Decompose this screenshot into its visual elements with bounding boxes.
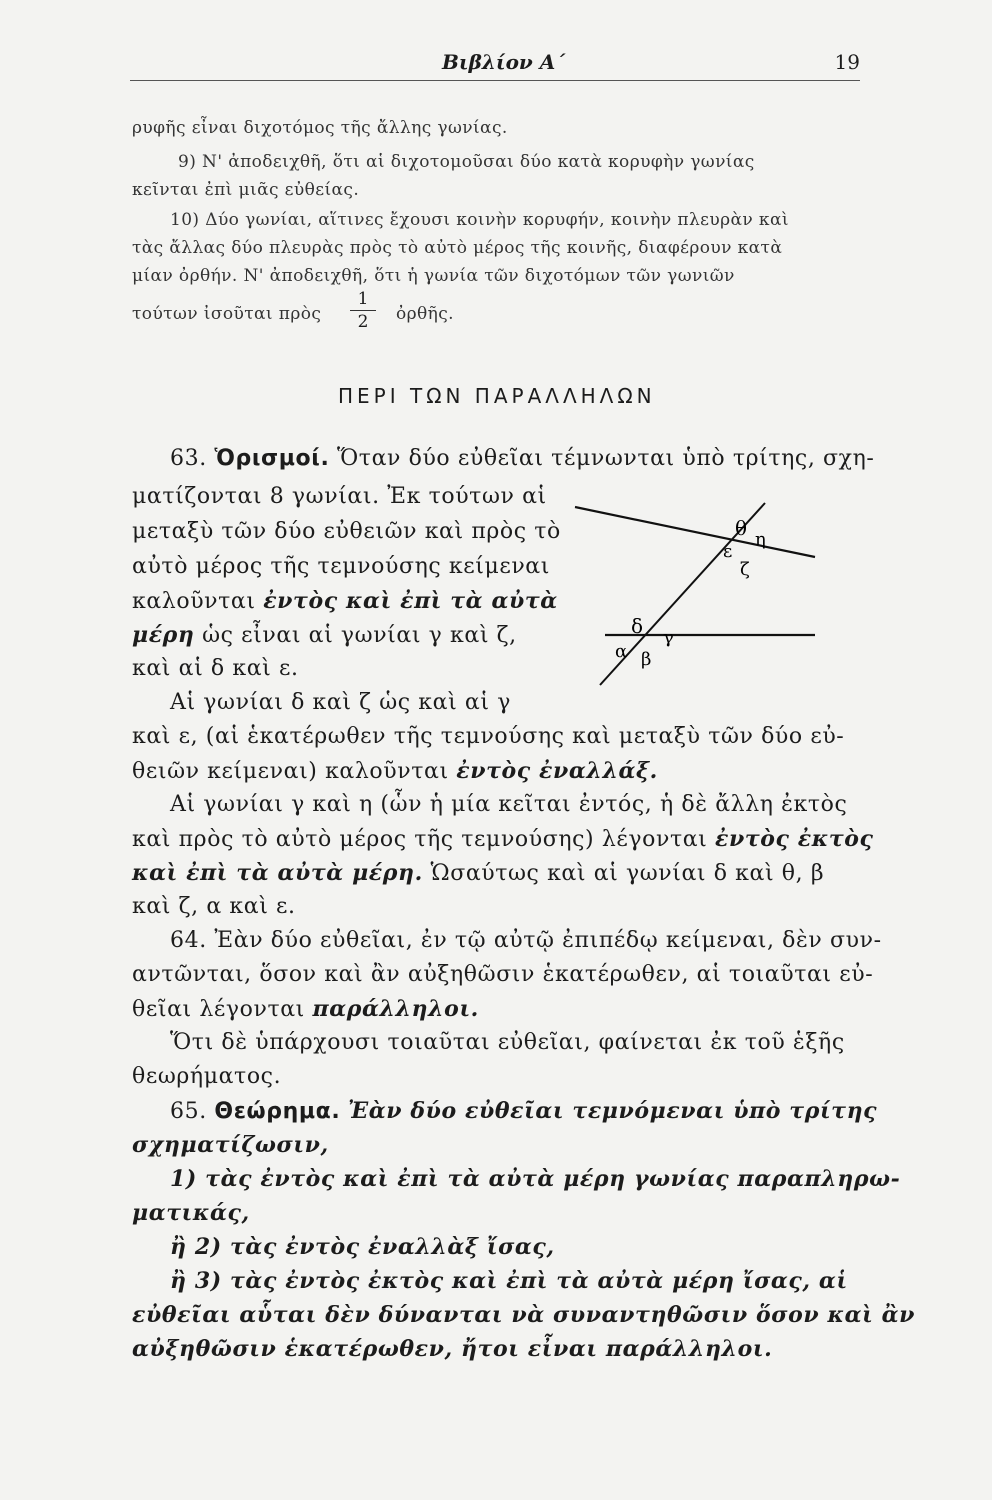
paragraph-63-line bbox=[132, 622, 517, 648]
label-gamma: γ bbox=[663, 627, 674, 648]
theorem-line: 1) τὰς ἐντὸς καὶ ἐπὶ τὰ αὐτὰ μέρη γωνίας παραπληρω- bbox=[170, 1166, 901, 1192]
theorem-line: ἢ 2) τὰς ἐντὸς ἐναλλὰξ ἴσας, bbox=[170, 1234, 555, 1260]
label-theta: θ bbox=[735, 516, 748, 540]
term-italic: ἐντὸς ἐκτὸς bbox=[715, 826, 874, 852]
paragraph-63-line: καὶ ε, (αἱ ἑκατέρωθεν τῆς τεμνούσης καὶ μεταξὺ τῶν δύο εὐ- bbox=[132, 724, 845, 749]
paragraph-65-line bbox=[170, 1098, 877, 1124]
exercise-10-line: 10) Δύο γωνίαι, αἵτινες ἔχουσι κοινὴν κορυφήν, κοινὴν πλευρὰν καὶ bbox=[170, 210, 789, 230]
paragraph-text: θεῖαι λέγονται bbox=[132, 997, 305, 1022]
paragraph-text: ὡς εἶναι αἱ γωνίαι γ καὶ ζ, bbox=[202, 623, 517, 648]
exercise-10-line: τούτων ἰσοῦται πρὸς bbox=[132, 304, 322, 324]
running-title: Βιβλίον Α΄ bbox=[442, 50, 566, 74]
exercise-9-line: 9) Ν' ἀποδειχθῆ, ὅτι αἱ διχοτομοῦσαι δύο κατὰ κορυφὴν γωνίας bbox=[178, 152, 755, 172]
paragraph-63-line: μεταξὺ τῶν δύο εὐθειῶν καὶ πρὸς τὸ bbox=[132, 519, 561, 544]
theorem-text: Ἐὰν δύο εὐθεῖαι τεμνόμεναι ὑπὸ τρίτης bbox=[347, 1098, 878, 1124]
paragraph-63-line bbox=[132, 758, 658, 784]
theorem-line: αὐξηθῶσιν ἑκατέρωθεν, ἤτοι εἶναι παράλληλοι. bbox=[132, 1336, 773, 1362]
theorem-line: ἢ 3) τὰς ἐντὸς ἐκτὸς καὶ ἐπὶ τὰ αὐτὰ μέρη ἴσας, αἱ bbox=[170, 1268, 848, 1294]
term-italic: παράλληλοι. bbox=[312, 996, 479, 1022]
exercise-10-line: μίαν ὀρθήν. Ν' ἀποδειχθῆ, ὅτι ἡ γωνία τῶν διχοτόμων τῶν γωνιῶν bbox=[132, 266, 735, 286]
theorem-line: σχηματίζωσιν, bbox=[132, 1132, 329, 1158]
paragraph-63-line: καὶ ζ, α καὶ ε. bbox=[132, 894, 296, 919]
label-delta: δ bbox=[631, 614, 644, 638]
exercise-9-line: κεῖνται ἐπὶ μιᾶς εὐθείας. bbox=[132, 180, 360, 200]
paragraph-64-line: 64. Ἐὰν δύο εὐθεῖαι, ἐν τῷ αὐτῷ ἐπιπέδῳ κείμεναι, δὲν συν- bbox=[170, 928, 882, 953]
exercise-10-line: τὰς ἄλλας δύο πλευρὰς πρὸς τὸ αὐτὸ μέρος τῆς κοινῆς, διαφέρουν κατὰ bbox=[132, 238, 783, 258]
paragraph-64-line: Ὅτι δὲ ὑπάρχουσι τοιαῦται εὐθεῖαι, φαίνεται ἐκ τοῦ ἑξῆς bbox=[170, 1030, 845, 1055]
label-beta: β bbox=[641, 649, 652, 670]
paragraph-63-line bbox=[132, 826, 874, 852]
paragraph-63-line bbox=[170, 446, 874, 471]
fraction-numerator: 1 bbox=[357, 289, 369, 309]
label-eta: η bbox=[755, 529, 766, 550]
paragraph-text: θειῶν κείμεναι) καλοῦνται bbox=[132, 759, 449, 784]
theorem-line: εὐθεῖαι αὗται δὲν δύνανται νὰ συναντηθῶσιν ὅσον καὶ ἂν bbox=[132, 1302, 916, 1328]
fraction-denominator: 2 bbox=[357, 312, 369, 332]
term-italic: ἐντὸς καὶ ἐπὶ τὰ αὐτὰ bbox=[263, 588, 558, 614]
term-italic: ἐντὸς ἐναλλάξ. bbox=[456, 758, 658, 784]
paragraph-63-line: Αἱ γωνίαι γ καὶ η (ὧν ἡ μία κεῖται ἐντός, ἡ δὲ ἄλλη ἐκτὸς bbox=[170, 792, 848, 817]
section-heading: ΠΕΡΙ ΤΩΝ ΠΑΡΑΛΛΗΛΩΝ bbox=[338, 384, 656, 408]
page-header bbox=[130, 46, 860, 81]
paragraph-63-line: ματίζονται 8 γωνίαι. Ἐκ τούτων αἱ bbox=[132, 484, 547, 509]
paragraph-number: 65. bbox=[170, 1099, 207, 1124]
paragraph-64-line bbox=[132, 996, 479, 1022]
theorem-label: Θεώρημα. bbox=[214, 1099, 341, 1124]
label-alpha: α bbox=[615, 641, 628, 662]
paragraph-number: 63. bbox=[170, 446, 207, 471]
paragraph-63-line: αὐτὸ μέρος τῆς τεμνούσης κείμεναι bbox=[132, 554, 550, 579]
definitions-label: Ὁρισμοί. bbox=[214, 446, 330, 471]
paragraph-63-line bbox=[132, 860, 824, 886]
page-number: 19 bbox=[834, 50, 860, 74]
exercise-10-line: ὀρθῆς. bbox=[396, 304, 454, 324]
paragraph-63-line bbox=[132, 588, 558, 614]
term-italic: καὶ ἐπὶ τὰ αὐτὰ μέρη. bbox=[132, 860, 423, 886]
fraction-one-half bbox=[350, 290, 376, 331]
fraction-bar bbox=[350, 310, 376, 311]
label-epsilon: ε bbox=[723, 541, 733, 562]
paragraph-63-line: καὶ αἱ δ καὶ ε. bbox=[132, 656, 299, 681]
exercise-line: ρυφῆς εἶναι διχοτόμος τῆς ἄλλης γωνίας. bbox=[132, 118, 508, 138]
upper-line bbox=[575, 507, 815, 557]
term-italic: μέρη bbox=[132, 622, 195, 648]
paragraph-64-line: αντῶνται, ὅσον καὶ ἂν αὐξηθῶσιν ἑκατέρωθεν, αἱ τοιαῦται εὐ- bbox=[132, 962, 874, 987]
theorem-line: ματικάς, bbox=[132, 1200, 250, 1226]
transversal-figure bbox=[555, 495, 825, 695]
paragraph-63-line: Αἱ γωνίαι δ καὶ ζ ὡς καὶ αἱ γ bbox=[170, 690, 511, 715]
paragraph-64-line: θεωρήματος. bbox=[132, 1064, 282, 1089]
paragraph-text: Ὡσαύτως καὶ αἱ γωνίαι δ καὶ θ, β bbox=[430, 861, 825, 886]
paragraph-text: καὶ πρὸς τὸ αὐτὸ μέρος τῆς τεμνούσης) λέγονται bbox=[132, 827, 708, 852]
paragraph-text: καλοῦνται bbox=[132, 589, 256, 614]
paragraph-text: Ὅταν δύο εὐθεῖαι τέμνωνται ὑπὸ τρίτης, σχη- bbox=[337, 446, 875, 471]
label-zeta: ζ bbox=[740, 559, 750, 580]
